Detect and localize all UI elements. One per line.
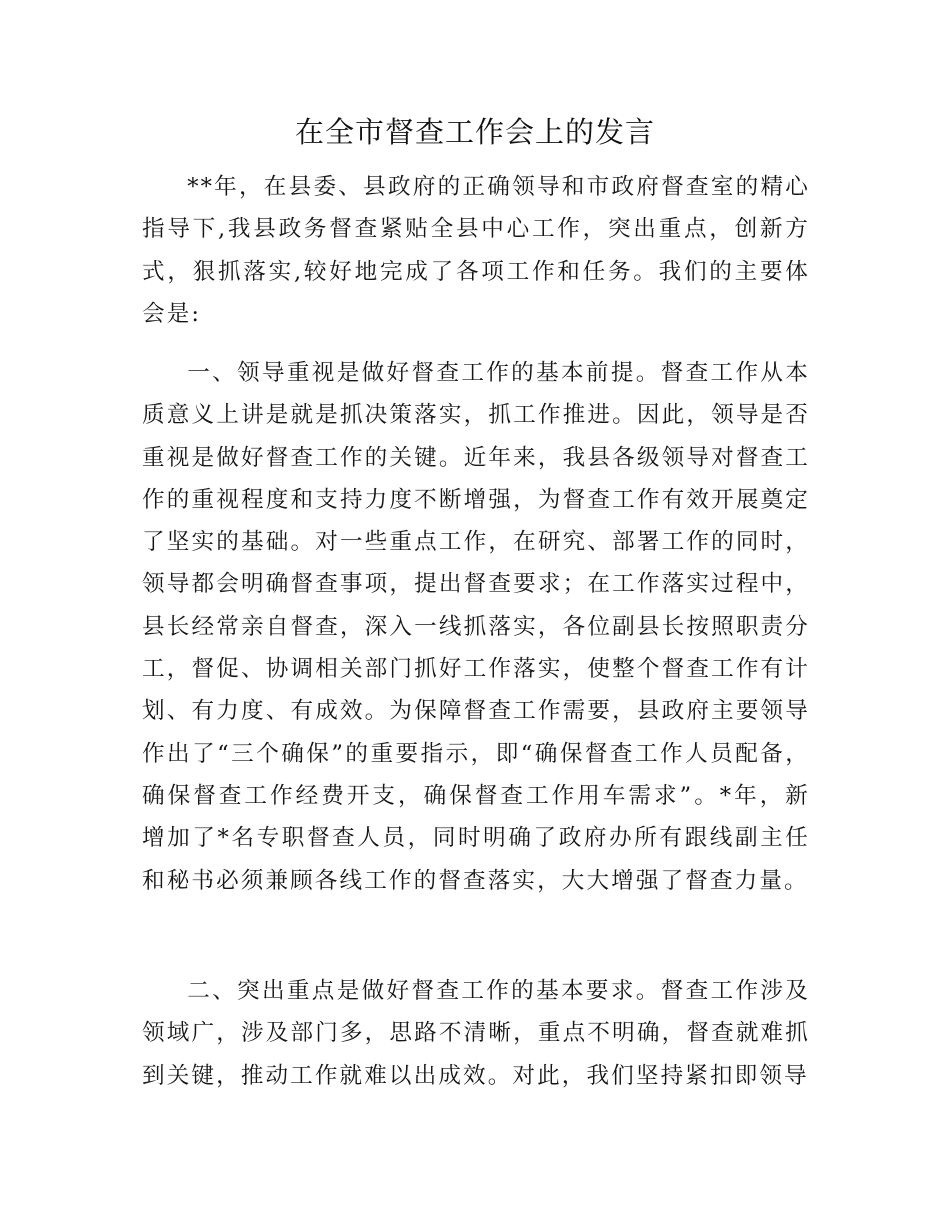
paragraph-intro: **年，在县委、县政府的正确领导和市政府督查室的精心指导下,我县政务督查紧贴全县中心工作，突出重点，创新方式，狠抓落实,较好地完成了各项工作和任务。我们的主要体会是: <box>142 174 810 327</box>
paragraph-key-points: 二、突出重点是做好督查工作的基本要求。督查工作涉及领域广，涉及部门多，思路不清晰，重点不明确，督查就难抓到关键，推动工作就难以出成效。对此，我们坚持紧扣即领导 <box>142 978 810 1089</box>
paragraph-leadership: 一、领导重视是做好督查工作的基本前提。督查工作从本质意义上讲是就是抓决策落实，抓工作推进。因此，领导是否重视是做好督查工作的关键。近年来，我县各级领导对督查工作的重视程度和支持力度不断增强，为督查工作有效开展奠定了坚实的基础。对一些重点工作，在研究、部署工作的同时，领导都会明确督查事项，提出督查要求；在工作落实过程中，县长经常亲自督查，深入一线抓落实，各位副县长按照职责分工，督促、协调相关部门抓好工作落实，使整个督查工作有计划、有力度、有成效。为保障督查工作需要，县政府主要领导作出了“三个确保”的重要指示，即“确保督查工作人员配备，确保督查工作经费开支，确保督查工作用车需求”。*年，新增加了*名专职督查人员，同时明确了政府办所有跟线副主任和秘书必须兼顾各线工作的督查落实，大大增强了督查力量。 <box>142 360 810 894</box>
document-title: 在全市督查工作会上的发言 <box>294 115 655 149</box>
